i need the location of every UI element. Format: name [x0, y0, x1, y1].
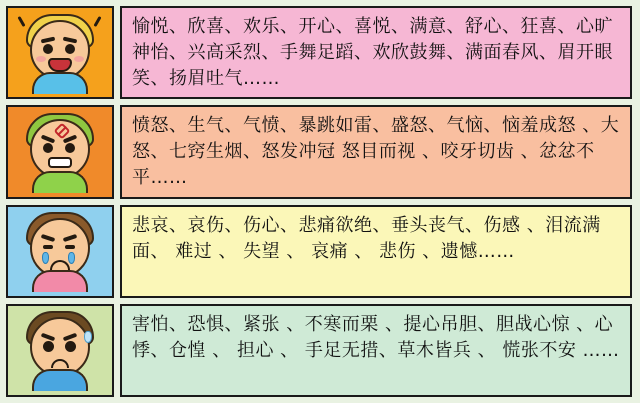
joy-words-cell [120, 6, 632, 99]
table-row [6, 205, 632, 298]
scared-face [12, 311, 108, 389]
anger-words-text: 愤怒、生气、气愤、暴跳如雷、盛怒、气恼、恼羞成怒 、大怒、七窍生烟、怒发冲冠 怒目而视 、咬牙切齿 、忿忿不平…… [132, 115, 620, 189]
gritted-mouth [48, 157, 72, 168]
eye-left [43, 245, 53, 249]
excitement-spark [17, 16, 25, 27]
fear-words-cell [120, 304, 632, 397]
eye-left [43, 341, 54, 352]
table-row [6, 105, 632, 198]
table-row [6, 6, 632, 99]
sad-face-cell [6, 205, 114, 298]
angry-face [12, 113, 108, 191]
eye-right [65, 44, 75, 54]
sadness-words-cell [120, 205, 632, 298]
tear-drop [42, 252, 49, 264]
happy-face-cell [6, 6, 114, 99]
eye-left [43, 143, 53, 153]
head-shape [30, 317, 90, 377]
sweat-drop [84, 331, 92, 343]
cheek-right [74, 56, 84, 62]
body-shape [32, 171, 88, 193]
table-row [6, 304, 632, 397]
fear-words-text: 害怕、恐惧、紧张 、不寒而栗 、提心吊胆、胆战心惊 、心悸、仓惶 、 担心 、 手足无措、草木皆兵 、 慌张不安 …… [132, 313, 620, 361]
happy-face [12, 14, 108, 92]
joy-words-text: 愉悦、欣喜、欢乐、开心、喜悦、满意、舒心、狂喜、心旷神怡、兴高采烈、手舞足蹈、欢欣鼓舞、满面春风、眉开眼笑、扬眉吐气…… [132, 16, 613, 90]
eye-right [65, 341, 76, 352]
tear-drop [68, 252, 75, 264]
eye-right [65, 245, 75, 249]
body-shape [32, 369, 88, 391]
cheek-left [36, 56, 46, 62]
angry-face-cell [6, 105, 114, 198]
sadness-words-text: 悲哀、哀伤、伤心、悲痛欲绝、垂头丧气、伤感 、泪流满面、 难过 、 失望 、 哀痛 、 悲伤 、遗憾…… [132, 214, 601, 262]
scared-face-cell [6, 304, 114, 397]
sad-face [12, 212, 108, 290]
eye-left [43, 44, 53, 54]
eye-right [65, 143, 75, 153]
body-shape [32, 72, 88, 94]
body-shape [32, 270, 88, 292]
anger-words-cell [120, 105, 632, 198]
excitement-spark [93, 16, 101, 27]
